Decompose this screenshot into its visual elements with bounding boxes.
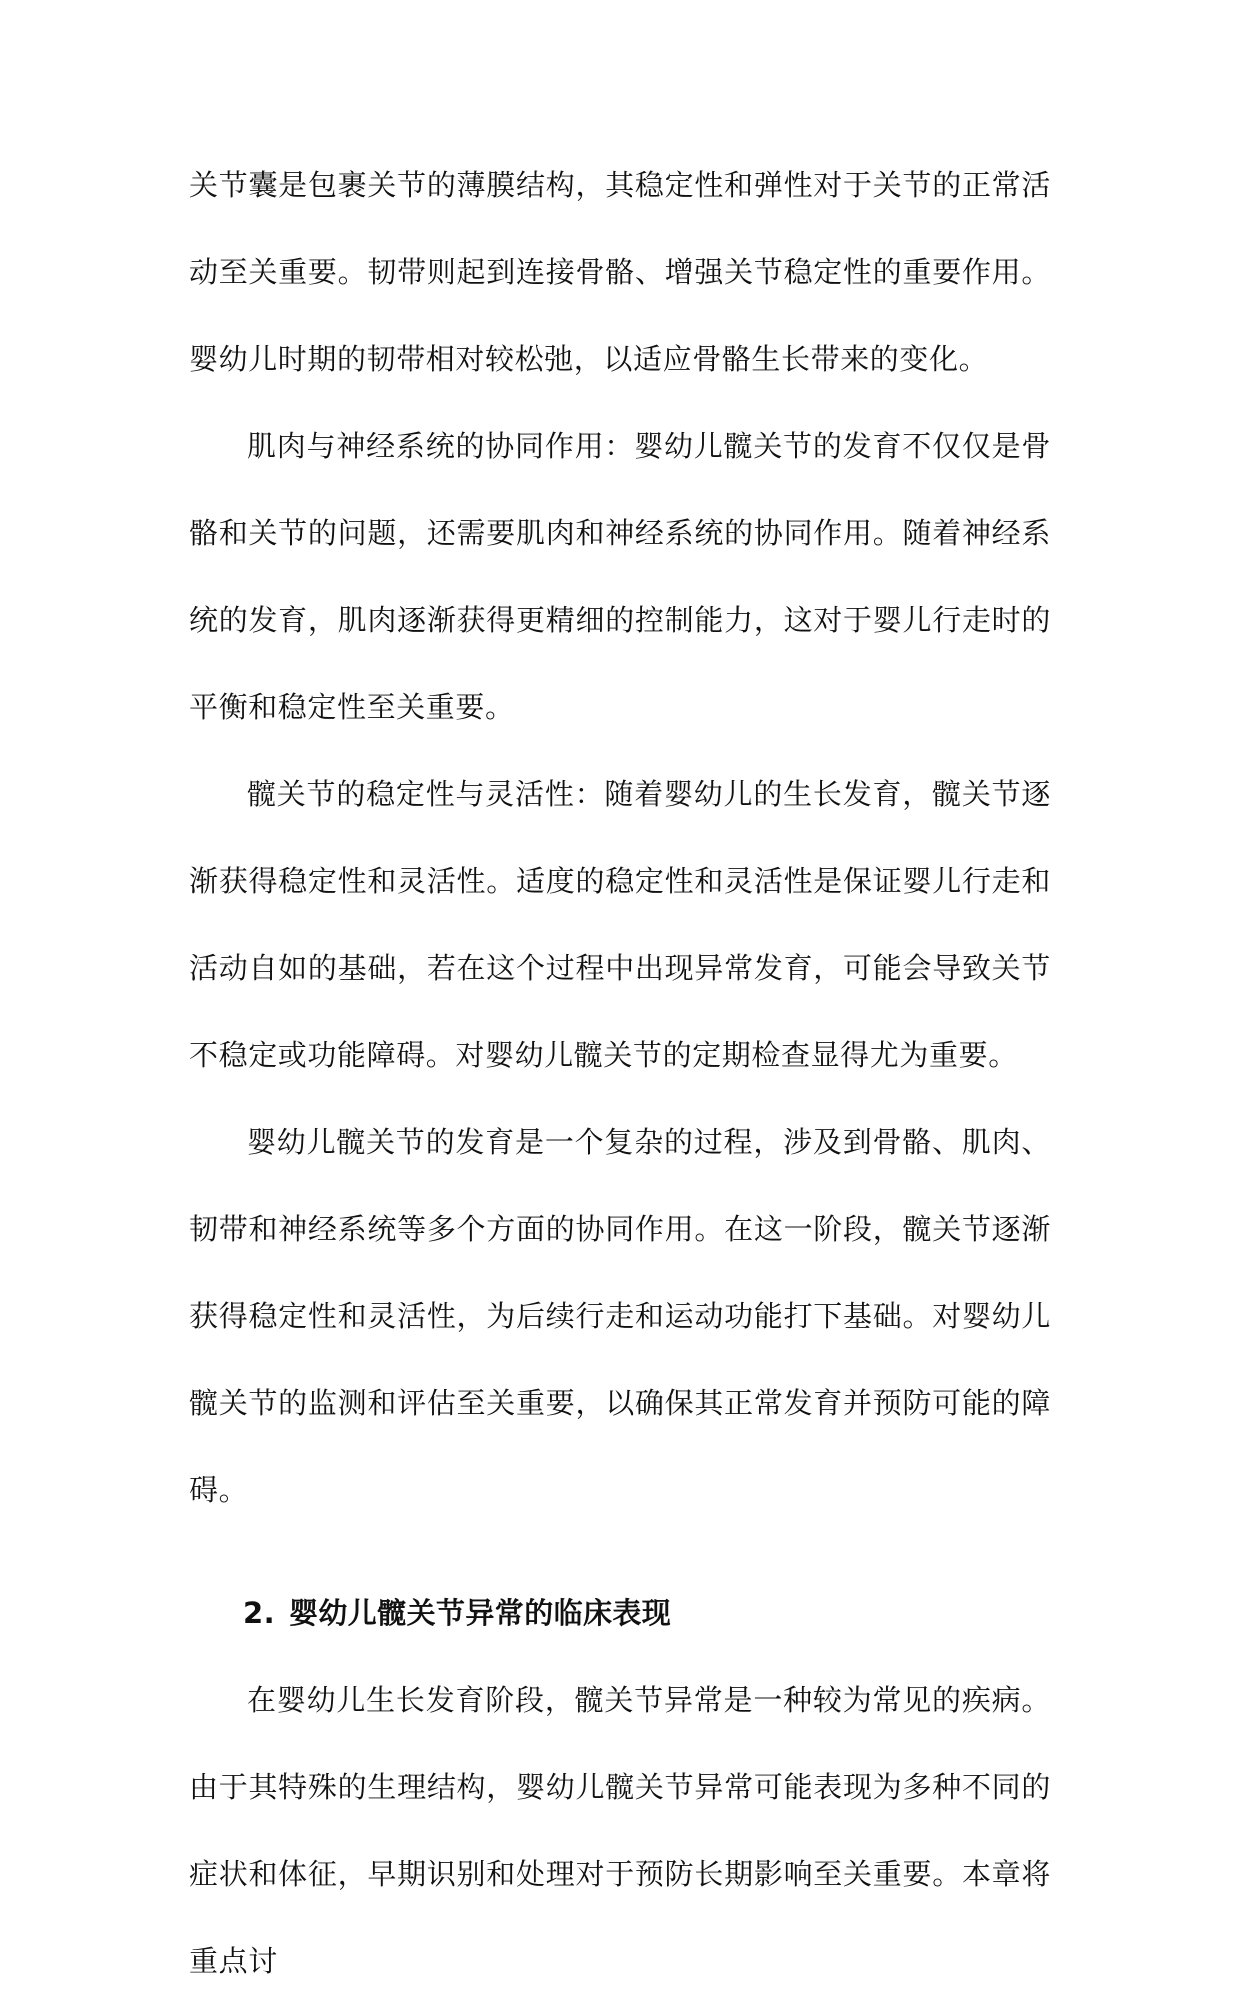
section-heading: [189, 1570, 1051, 1657]
paragraph-muscle-nerve: 肌肉与神经系统的协同作用：婴幼儿髋关节的发育不仅仅是骨骼和关节的问题，还需要肌肉和神经系统的协同作用。随着神经系统的发育，肌肉逐渐获得更精细的控制能力，这对于婴儿行走时的平衡和稳定性至关重要。: [189, 429, 1051, 724]
paragraph-hip-development-summary: 婴幼儿髋关节的发育是一个复杂的过程，涉及到骨骼、肌肉、韧带和神经系统等多个方面的协同作用。在这一阶段，髋关节逐渐获得稳定性和灵活性，为后续行走和运动功能打下基础。对婴幼儿髋关节的监测和评估至关重要，以确保其正常发育并预防可能的障碍。: [189, 1125, 1051, 1507]
section-title: 婴幼儿髋关节异常的临床表现: [289, 1596, 672, 1630]
section-number: 2.: [243, 1596, 275, 1630]
paragraph-joint-capsule: 关节囊是包裹关节的薄膜结构，其稳定性和弹性对于关节的正常活动至关重要。韧带则起到连接骨骼、增强关节稳定性的重要作用。婴幼儿时期的韧带相对较松弛，以适应骨骼生长带来的变化。: [189, 168, 1051, 376]
document-body: [189, 142, 1051, 2005]
paragraph-clinical-intro: 在婴幼儿生长发育阶段，髋关节异常是一种较为常见的疾病。由于其特殊的生理结构，婴幼儿髋关节异常可能表现为多种不同的症状和体征，早期识别和处理对于预防长期影响至关重要。本章将重点讨: [189, 1683, 1051, 1978]
paragraph-hip-stability: 髋关节的稳定性与灵活性：随着婴幼儿的生长发育，髋关节逐渐获得稳定性和灵活性。适度的稳定性和灵活性是保证婴儿行走和活动自如的基础，若在这个过程中出现异常发育，可能会导致关节不稳定或功能障碍。对婴幼儿髋关节的定期检查显得尤为重要。: [189, 777, 1051, 1072]
